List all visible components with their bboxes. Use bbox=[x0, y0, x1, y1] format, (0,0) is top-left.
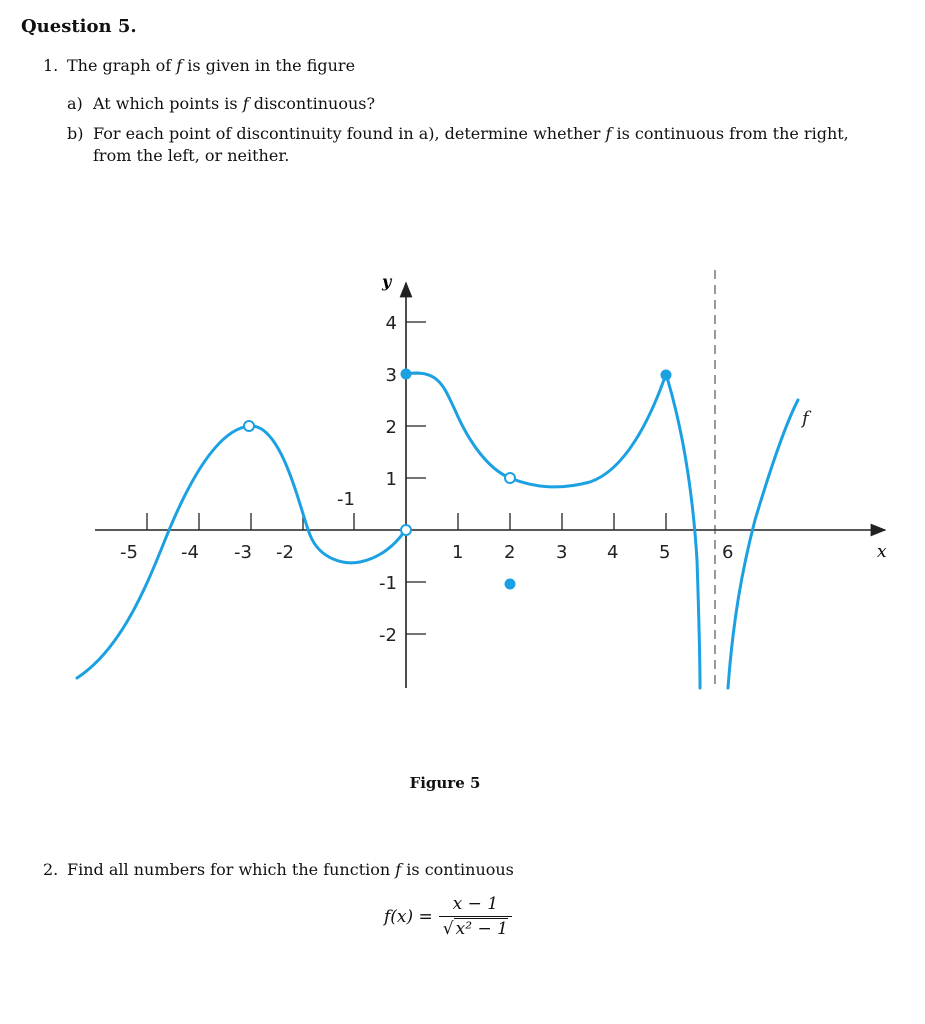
y-tick-label: 1 bbox=[385, 469, 397, 490]
x-tick-label: 2 bbox=[504, 542, 516, 563]
curve-segment-middle bbox=[406, 373, 666, 487]
open-point-origin bbox=[401, 525, 411, 535]
x-tick-label: -2 bbox=[276, 542, 294, 563]
x-axis-label: x bbox=[877, 542, 887, 562]
part-b-text-after: is continuous from the right, bbox=[611, 124, 849, 143]
x-tick-label: 1 bbox=[452, 542, 464, 563]
y-tick-marks bbox=[406, 322, 426, 634]
closed-point-2-minus-1 bbox=[505, 579, 516, 590]
part-a-text-after: discontinuous? bbox=[248, 94, 376, 113]
formula-numerator: x − 1 bbox=[452, 894, 499, 914]
open-point-x-minus-3 bbox=[244, 421, 254, 431]
part-b-text-before: For each point of discontinuity found in a), determine whether bbox=[93, 124, 606, 143]
curve-label: f bbox=[802, 408, 809, 429]
part-b-line-2: from the left, or neither. bbox=[93, 146, 290, 165]
formula-fraction bbox=[439, 894, 512, 939]
curve-segment-right-of-5 bbox=[666, 374, 700, 688]
item-1 bbox=[43, 55, 355, 77]
formula-denominator bbox=[439, 916, 512, 939]
part-b bbox=[67, 123, 897, 167]
item-2-text-after: is continuous bbox=[401, 860, 514, 879]
function-graph bbox=[0, 255, 925, 715]
y-tick-label: 3 bbox=[385, 365, 397, 386]
x-tick-label: -1 bbox=[337, 489, 355, 510]
question-title: Question 5. bbox=[21, 16, 137, 37]
x-tick-label: -3 bbox=[234, 542, 252, 563]
y-tick-label: 4 bbox=[385, 313, 397, 334]
part-b-label: b) bbox=[67, 124, 84, 143]
part-a-var: f bbox=[242, 94, 249, 113]
y-axis-label: y bbox=[382, 272, 392, 291]
item-1-text-after: is given in the figure bbox=[182, 56, 356, 75]
x-tick-label: -5 bbox=[120, 542, 138, 563]
x-tick-label: -4 bbox=[181, 542, 199, 563]
formula-radicand: x² − 1 bbox=[455, 919, 508, 939]
x-tick-label: 5 bbox=[659, 542, 671, 563]
y-tick-label: -1 bbox=[379, 573, 397, 594]
item-2-var: f bbox=[395, 860, 402, 879]
item-2-text-before: Find all numbers for which the function bbox=[67, 860, 396, 879]
sqrt-symbol: √ bbox=[442, 919, 454, 939]
y-tick-label: 2 bbox=[385, 417, 397, 438]
item-1-text-before: The graph of bbox=[67, 56, 177, 75]
part-b-var: f bbox=[605, 124, 612, 143]
item-1-var: f bbox=[176, 56, 183, 75]
y-tick-label: -2 bbox=[379, 625, 397, 646]
formula bbox=[384, 894, 512, 939]
closed-point-5-3 bbox=[661, 370, 672, 381]
item-1-number: 1. bbox=[43, 56, 59, 75]
figure-caption: Figure 5 bbox=[409, 774, 481, 792]
item-2-number: 2. bbox=[43, 860, 59, 879]
x-tick-label: 6 bbox=[722, 542, 734, 563]
closed-point-0-3 bbox=[401, 369, 412, 380]
item-2 bbox=[43, 859, 514, 881]
curve-segment-right-branch bbox=[728, 400, 798, 688]
part-a-label: a) bbox=[67, 94, 83, 113]
x-tick-label: 4 bbox=[607, 542, 619, 563]
part-a bbox=[67, 93, 375, 115]
open-point-x-2 bbox=[505, 473, 515, 483]
part-a-text-before: At which points is bbox=[93, 94, 243, 113]
x-tick-label: 3 bbox=[556, 542, 568, 563]
formula-lhs: f(x) = bbox=[384, 906, 433, 927]
